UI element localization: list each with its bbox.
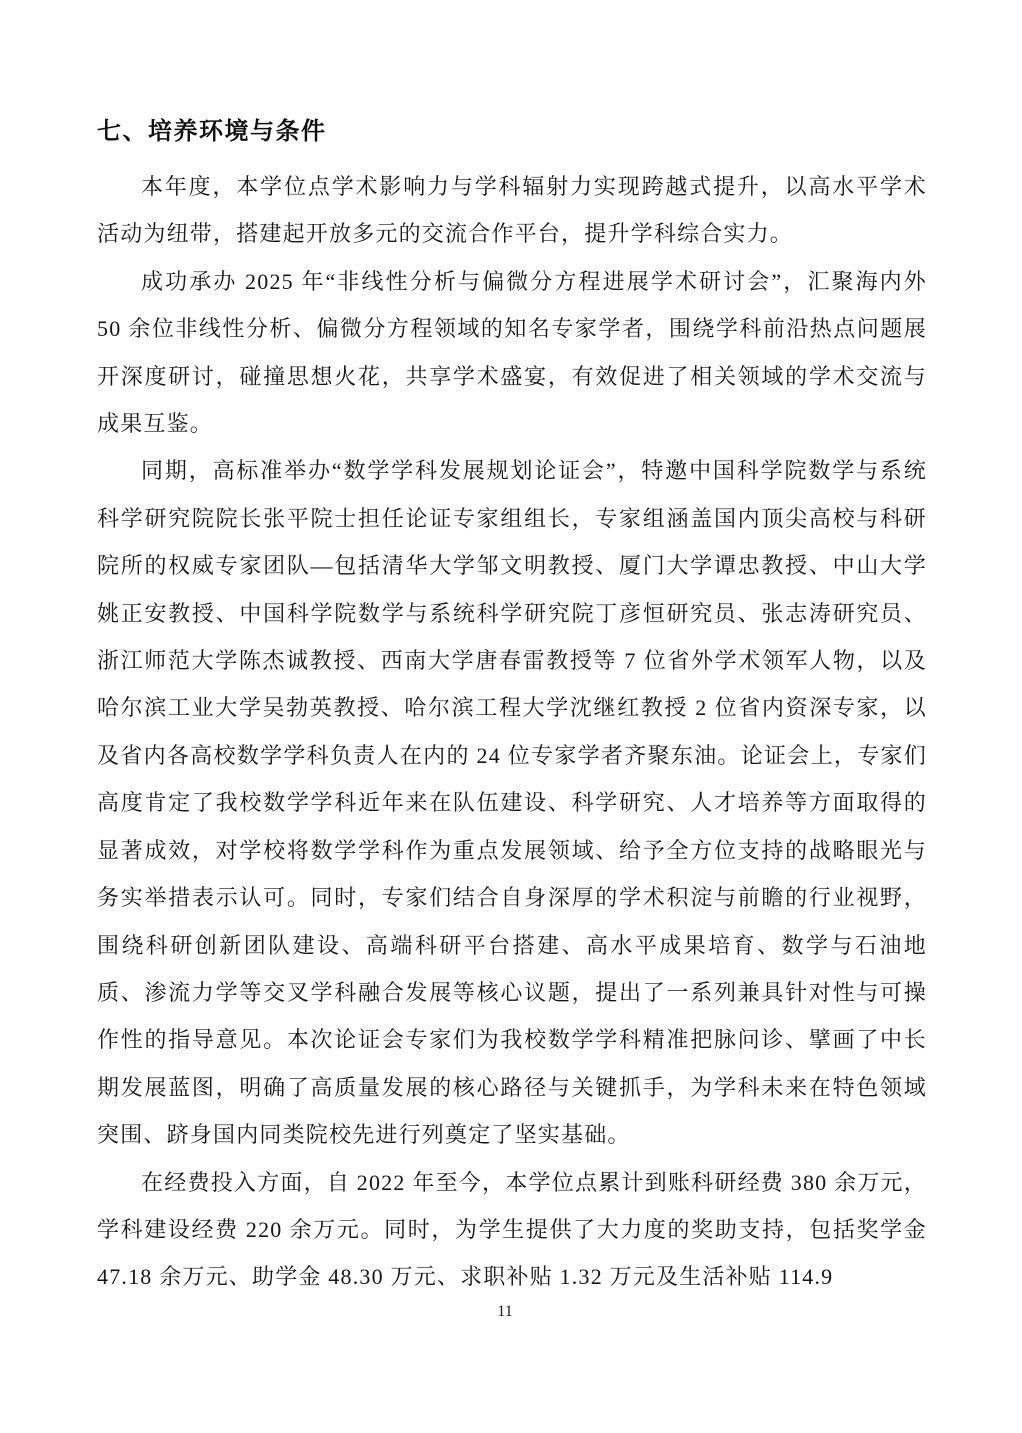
paragraph-discipline-review: 同期，高标准举办“数学学科发展规划论证会”，特邀中国科学院数学与系统科学研究院院长张平院士担任论证专家组组长，专家组涵盖国内顶尖高校与科研院所的权威专家团队—包括清华大学邹文明教授、厦门大学谭忠教授、中山大学姚正安教授、中国科学院数学与系统科学研究院丁彦恒研究员、张志涛研究员、浙江师范大学陈杰诚教授、西南大学唐春雷教授等 7 位省外学术领军人物，以及哈尔滨工业大学吴勃英教授、哈尔滨工程大学沈继红教授 2 位省内资深专家，以及省内各高校数学学科负责人在内的 24 位专家学者齐聚东油。论证会上，专家们高度肯定了我校数学学科近年来在队伍建设、科学研究、人才培养等方面取得的显著成效，对学校将数学学科作为重点发展领域、给予全方位支持的战略眼光与务实举措表示认可。同时，专家们结合自身深厚的学术积淀与前瞻的行业视野，围绕科研创新团队建设、高端科研平台搭建、高水平成果培育、数学与石油地质、渗流力学等交叉学科融合发展等核心议题，提出了一系列兼具针对性与可操作性的指导意见。本次论证会专家们为我校数学学科精准把脉问诊、擘画了中长期发展蓝图，明确了高质量发展的核心路径与关键抓手，为学科未来在特色领域突围、跻身国内同类院校先进行列奠定了坚实基础。 [97, 458, 927, 1148]
paragraph-funding: 在经费投入方面，自 2022 年至今，本学位点累计到账科研经费 380 余万元，学科建设经费 220 余万元。同时，为学生提供了大力度的奖助支持，包括奖学金 47.18 余万元、助学金 48.30 万元、求职补贴 1.32 万元及生活补贴 114.9 [97, 1169, 927, 1290]
page-number: 11 [497, 1303, 513, 1320]
page-content [97, 116, 927, 1301]
paragraph-conference: 成功承办 2025 年“非线性分析与偏微分方程进展学术研讨会”，汇聚海内外 50 余位非线性分析、偏微分方程领域的知名专家学者，围绕学科前沿热点问题展开深度研讨，碰撞思想火花，共享学术盛宴，有效促进了相关领域的学术交流与成果互鉴。 [97, 268, 927, 437]
section-heading: 七、培养环境与条件 [97, 118, 327, 145]
paragraph-overview: 本年度，本学位点学术影响力与学科辐射力实现跨越式提升，以高水平学术活动为纽带，搭建起开放多元的交流合作平台，提升学科综合实力。 [97, 174, 927, 247]
